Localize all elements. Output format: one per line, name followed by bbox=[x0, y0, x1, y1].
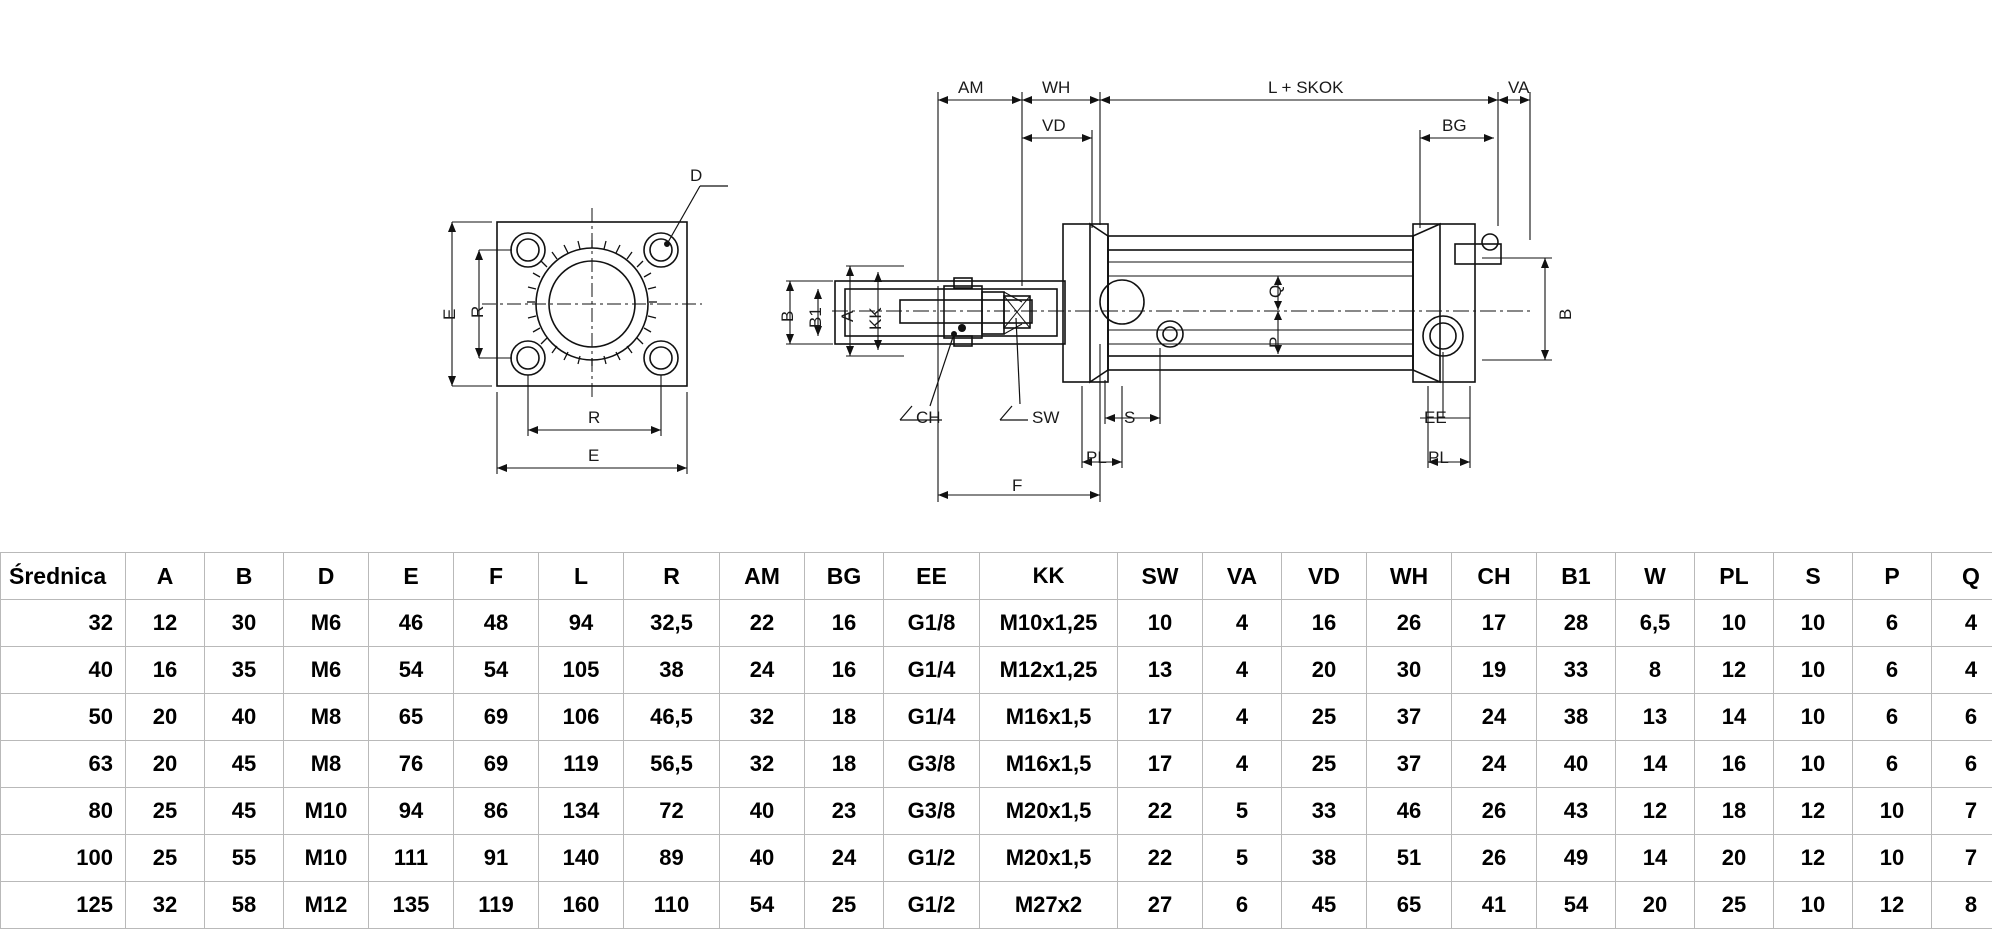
cell-ee: G1/2 bbox=[884, 835, 980, 882]
cell-pl: 10 bbox=[1695, 600, 1774, 647]
cell-bg: 24 bbox=[805, 835, 884, 882]
cell-f: 86 bbox=[454, 788, 539, 835]
cell-srednica: 63 bbox=[1, 741, 126, 788]
cell-ch: 24 bbox=[1452, 741, 1537, 788]
cell-q: 4 bbox=[1932, 647, 1992, 694]
col-header-ee: EE bbox=[884, 553, 980, 600]
cell-r: 46,5 bbox=[624, 694, 720, 741]
cell-srednica: 100 bbox=[1, 835, 126, 882]
cell-srednica: 125 bbox=[1, 882, 126, 929]
table-row bbox=[1, 694, 1992, 741]
cell-s: 12 bbox=[1774, 788, 1853, 835]
cell-b1: 49 bbox=[1537, 835, 1616, 882]
cell-am: 40 bbox=[720, 788, 805, 835]
table-header-row bbox=[1, 553, 1992, 600]
cell-pl: 14 bbox=[1695, 694, 1774, 741]
label-q: Q bbox=[1266, 284, 1285, 298]
cell-a: 25 bbox=[126, 835, 205, 882]
col-header-d: D bbox=[284, 553, 369, 600]
cell-b: 55 bbox=[205, 835, 284, 882]
cell-ee: G1/4 bbox=[884, 647, 980, 694]
cell-b1: 54 bbox=[1537, 882, 1616, 929]
cell-e: 76 bbox=[369, 741, 454, 788]
col-header-pl: PL bbox=[1695, 553, 1774, 600]
col-header-srednica: Średnica bbox=[1, 553, 126, 600]
cell-r: 56,5 bbox=[624, 741, 720, 788]
cell-w: 6,5 bbox=[1616, 600, 1695, 647]
label-f: F bbox=[1012, 476, 1023, 495]
cell-vd: 16 bbox=[1282, 600, 1367, 647]
label-l-skok: L + SKOK bbox=[1268, 78, 1344, 97]
cell-vd: 20 bbox=[1282, 647, 1367, 694]
cell-l: 119 bbox=[539, 741, 624, 788]
table-row bbox=[1, 741, 1992, 788]
leader-d bbox=[665, 186, 728, 246]
cell-f: 48 bbox=[454, 600, 539, 647]
label-kk: KK bbox=[866, 307, 885, 330]
rod-thread-block bbox=[982, 292, 1004, 334]
cell-wh: 51 bbox=[1367, 835, 1452, 882]
col-header-p: P bbox=[1853, 553, 1932, 600]
cell-vd: 25 bbox=[1282, 741, 1367, 788]
cell-d: M10 bbox=[284, 788, 369, 835]
specification-table-wrap bbox=[0, 552, 1992, 929]
col-header-f: F bbox=[454, 553, 539, 600]
cell-sw: 27 bbox=[1118, 882, 1203, 929]
label-r-left: R bbox=[468, 305, 487, 318]
cell-a: 25 bbox=[126, 788, 205, 835]
cell-d: M6 bbox=[284, 647, 369, 694]
cell-am: 54 bbox=[720, 882, 805, 929]
cell-wh: 37 bbox=[1367, 741, 1452, 788]
cell-p: 10 bbox=[1853, 835, 1932, 882]
cell-l: 140 bbox=[539, 835, 624, 882]
cell-pl: 16 bbox=[1695, 741, 1774, 788]
label-pl-right: PL bbox=[1428, 448, 1449, 467]
cell-l: 94 bbox=[539, 600, 624, 647]
cell-b: 30 bbox=[205, 600, 284, 647]
cell-ee: G1/2 bbox=[884, 882, 980, 929]
cell-d: M6 bbox=[284, 600, 369, 647]
label-am: AM bbox=[958, 78, 984, 97]
col-header-s: S bbox=[1774, 553, 1853, 600]
cell-ch: 41 bbox=[1452, 882, 1537, 929]
cell-srednica: 50 bbox=[1, 694, 126, 741]
cell-am: 40 bbox=[720, 835, 805, 882]
cell-pl: 12 bbox=[1695, 647, 1774, 694]
label-va: VA bbox=[1508, 78, 1530, 97]
cell-l: 106 bbox=[539, 694, 624, 741]
col-header-l: L bbox=[539, 553, 624, 600]
cell-l: 105 bbox=[539, 647, 624, 694]
cell-sw: 13 bbox=[1118, 647, 1203, 694]
label-a: A bbox=[838, 310, 857, 322]
cell-va: 5 bbox=[1203, 788, 1282, 835]
cell-b: 35 bbox=[205, 647, 284, 694]
label-pl-left: PL bbox=[1086, 448, 1107, 467]
cell-s: 10 bbox=[1774, 882, 1853, 929]
cell-ee: G1/8 bbox=[884, 600, 980, 647]
cell-r: 72 bbox=[624, 788, 720, 835]
cell-d: M10 bbox=[284, 835, 369, 882]
cell-p: 12 bbox=[1853, 882, 1932, 929]
cell-pl: 18 bbox=[1695, 788, 1774, 835]
cell-f: 54 bbox=[454, 647, 539, 694]
cell-wh: 26 bbox=[1367, 600, 1452, 647]
cell-d: M8 bbox=[284, 741, 369, 788]
cell-srednica: 80 bbox=[1, 788, 126, 835]
label-ch: CH bbox=[916, 408, 941, 427]
cell-am: 22 bbox=[720, 600, 805, 647]
cell-s: 12 bbox=[1774, 835, 1853, 882]
cell-ch: 24 bbox=[1452, 694, 1537, 741]
cell-a: 12 bbox=[126, 600, 205, 647]
cell-s: 10 bbox=[1774, 694, 1853, 741]
dim-l-skok bbox=[1100, 92, 1498, 226]
cell-kk: M20x1,5 bbox=[980, 835, 1118, 882]
cell-l: 134 bbox=[539, 788, 624, 835]
label-bg: BG bbox=[1442, 116, 1467, 135]
cell-sw: 22 bbox=[1118, 835, 1203, 882]
col-header-a: A bbox=[126, 553, 205, 600]
label-ee: EE bbox=[1424, 408, 1447, 427]
cell-f: 119 bbox=[454, 882, 539, 929]
cell-b: 58 bbox=[205, 882, 284, 929]
cell-d: M8 bbox=[284, 694, 369, 741]
cell-e: 54 bbox=[369, 647, 454, 694]
cell-b: 40 bbox=[205, 694, 284, 741]
cell-w: 12 bbox=[1616, 788, 1695, 835]
col-header-r: R bbox=[624, 553, 720, 600]
front-cap-bore bbox=[1100, 280, 1144, 324]
label-b-middle: B bbox=[778, 310, 797, 322]
col-header-b1: B1 bbox=[1537, 553, 1616, 600]
label-r-bottom: R bbox=[588, 408, 601, 427]
label-e-bottom: E bbox=[588, 446, 600, 465]
cell-vd: 45 bbox=[1282, 882, 1367, 929]
cell-s: 10 bbox=[1774, 600, 1853, 647]
cell-p: 6 bbox=[1853, 741, 1932, 788]
cell-f: 69 bbox=[454, 694, 539, 741]
cell-f: 91 bbox=[454, 835, 539, 882]
cell-e: 46 bbox=[369, 600, 454, 647]
col-header-e: E bbox=[369, 553, 454, 600]
cell-l: 160 bbox=[539, 882, 624, 929]
cell-b: 45 bbox=[205, 788, 284, 835]
cell-a: 32 bbox=[126, 882, 205, 929]
cell-w: 13 bbox=[1616, 694, 1695, 741]
cell-ee: G1/4 bbox=[884, 694, 980, 741]
cell-ch: 26 bbox=[1452, 835, 1537, 882]
cell-vd: 25 bbox=[1282, 694, 1367, 741]
cell-pl: 25 bbox=[1695, 882, 1774, 929]
cell-b1: 28 bbox=[1537, 600, 1616, 647]
cell-b1: 38 bbox=[1537, 694, 1616, 741]
cell-wh: 65 bbox=[1367, 882, 1452, 929]
specification-table bbox=[0, 552, 1992, 929]
cell-wh: 30 bbox=[1367, 647, 1452, 694]
rear-cap-body bbox=[1413, 224, 1475, 382]
cell-a: 20 bbox=[126, 694, 205, 741]
cell-q: 6 bbox=[1932, 741, 1992, 788]
cylinder-barrel bbox=[1108, 236, 1413, 370]
col-header-w: W bbox=[1616, 553, 1695, 600]
dim-b-right bbox=[1482, 258, 1552, 360]
cell-p: 6 bbox=[1853, 694, 1932, 741]
cell-b1: 43 bbox=[1537, 788, 1616, 835]
cell-ee: G3/8 bbox=[884, 741, 980, 788]
cell-e: 135 bbox=[369, 882, 454, 929]
dim-am bbox=[938, 92, 1022, 286]
col-header-bg: BG bbox=[805, 553, 884, 600]
label-s: S bbox=[1124, 408, 1136, 427]
cell-srednica: 32 bbox=[1, 600, 126, 647]
cell-q: 7 bbox=[1932, 835, 1992, 882]
table-row bbox=[1, 835, 1992, 882]
label-sw: SW bbox=[1032, 408, 1060, 427]
cell-va: 6 bbox=[1203, 882, 1282, 929]
cell-bg: 23 bbox=[805, 788, 884, 835]
cell-a: 20 bbox=[126, 741, 205, 788]
cell-kk: M16x1,5 bbox=[980, 741, 1118, 788]
cell-bg: 16 bbox=[805, 647, 884, 694]
dim-bg bbox=[1420, 130, 1494, 228]
dim-va bbox=[1498, 92, 1530, 240]
cell-va: 4 bbox=[1203, 600, 1282, 647]
label-e-left: E bbox=[440, 308, 459, 320]
cell-kk: M16x1,5 bbox=[980, 694, 1118, 741]
rear-cap-bore bbox=[1423, 316, 1463, 356]
cell-sw: 17 bbox=[1118, 694, 1203, 741]
cell-e: 94 bbox=[369, 788, 454, 835]
col-header-kk: KK bbox=[980, 553, 1118, 600]
cell-bg: 18 bbox=[805, 741, 884, 788]
rear-fitting bbox=[1455, 244, 1501, 264]
label-b1: B1 bbox=[806, 307, 825, 328]
label-vd: VD bbox=[1042, 116, 1066, 135]
cell-kk: M20x1,5 bbox=[980, 788, 1118, 835]
cell-q: 7 bbox=[1932, 788, 1992, 835]
table-row bbox=[1, 882, 1992, 929]
dim-vd bbox=[1022, 130, 1092, 228]
cell-r: 110 bbox=[624, 882, 720, 929]
cell-e: 65 bbox=[369, 694, 454, 741]
label-d: D bbox=[690, 166, 703, 185]
front-end-cap bbox=[1090, 224, 1108, 382]
col-header-q: Q bbox=[1932, 553, 1992, 600]
cell-s: 10 bbox=[1774, 741, 1853, 788]
cell-w: 14 bbox=[1616, 835, 1695, 882]
cylinder-barrel-inner bbox=[1108, 250, 1413, 356]
table-row bbox=[1, 600, 1992, 647]
col-header-wh: WH bbox=[1367, 553, 1452, 600]
cell-pl: 20 bbox=[1695, 835, 1774, 882]
label-b-right: B bbox=[1556, 308, 1575, 320]
cell-p: 6 bbox=[1853, 647, 1932, 694]
cell-kk: M12x1,25 bbox=[980, 647, 1118, 694]
front-view-centerlines bbox=[482, 208, 702, 400]
cell-sw: 10 bbox=[1118, 600, 1203, 647]
col-header-b: B bbox=[205, 553, 284, 600]
dim-wh bbox=[1022, 92, 1100, 225]
col-header-sw: SW bbox=[1118, 553, 1203, 600]
cell-d: M12 bbox=[284, 882, 369, 929]
cell-r: 89 bbox=[624, 835, 720, 882]
cell-ch: 17 bbox=[1452, 600, 1537, 647]
label-wh: WH bbox=[1042, 78, 1071, 97]
cell-b1: 33 bbox=[1537, 647, 1616, 694]
cell-q: 6 bbox=[1932, 694, 1992, 741]
cell-sw: 17 bbox=[1118, 741, 1203, 788]
cell-s: 10 bbox=[1774, 647, 1853, 694]
label-p: P bbox=[1266, 336, 1285, 348]
cell-wh: 46 bbox=[1367, 788, 1452, 835]
col-header-am: AM bbox=[720, 553, 805, 600]
cell-bg: 16 bbox=[805, 600, 884, 647]
cell-wh: 37 bbox=[1367, 694, 1452, 741]
cell-r: 38 bbox=[624, 647, 720, 694]
cell-kk: M27x2 bbox=[980, 882, 1118, 929]
cell-am: 32 bbox=[720, 741, 805, 788]
cell-w: 14 bbox=[1616, 741, 1695, 788]
cell-p: 10 bbox=[1853, 788, 1932, 835]
table-row bbox=[1, 647, 1992, 694]
cell-b1: 40 bbox=[1537, 741, 1616, 788]
cell-va: 4 bbox=[1203, 741, 1282, 788]
cell-bg: 25 bbox=[805, 882, 884, 929]
cell-ch: 26 bbox=[1452, 788, 1537, 835]
table-row bbox=[1, 788, 1992, 835]
rear-end-cap bbox=[1413, 224, 1440, 382]
cell-sw: 22 bbox=[1118, 788, 1203, 835]
col-header-vd: VD bbox=[1282, 553, 1367, 600]
cell-va: 4 bbox=[1203, 694, 1282, 741]
cell-a: 16 bbox=[126, 647, 205, 694]
col-header-va: VA bbox=[1203, 553, 1282, 600]
cell-b: 45 bbox=[205, 741, 284, 788]
cell-p: 6 bbox=[1853, 600, 1932, 647]
cell-am: 32 bbox=[720, 694, 805, 741]
front-cap-body bbox=[1063, 224, 1108, 382]
cell-e: 111 bbox=[369, 835, 454, 882]
front-port-hole bbox=[1157, 321, 1183, 347]
cell-ee: G3/8 bbox=[884, 788, 980, 835]
cell-f: 69 bbox=[454, 741, 539, 788]
cell-w: 20 bbox=[1616, 882, 1695, 929]
leader-ch bbox=[900, 332, 956, 420]
cell-vd: 33 bbox=[1282, 788, 1367, 835]
cell-q: 8 bbox=[1932, 882, 1992, 929]
cell-r: 32,5 bbox=[624, 600, 720, 647]
cell-bg: 18 bbox=[805, 694, 884, 741]
cell-vd: 38 bbox=[1282, 835, 1367, 882]
cell-w: 8 bbox=[1616, 647, 1695, 694]
cell-va: 5 bbox=[1203, 835, 1282, 882]
cell-kk: M10x1,25 bbox=[980, 600, 1118, 647]
cell-va: 4 bbox=[1203, 647, 1282, 694]
cell-srednica: 40 bbox=[1, 647, 126, 694]
cell-q: 4 bbox=[1932, 600, 1992, 647]
cell-ch: 19 bbox=[1452, 647, 1537, 694]
cell-am: 24 bbox=[720, 647, 805, 694]
col-header-ch: CH bbox=[1452, 553, 1537, 600]
